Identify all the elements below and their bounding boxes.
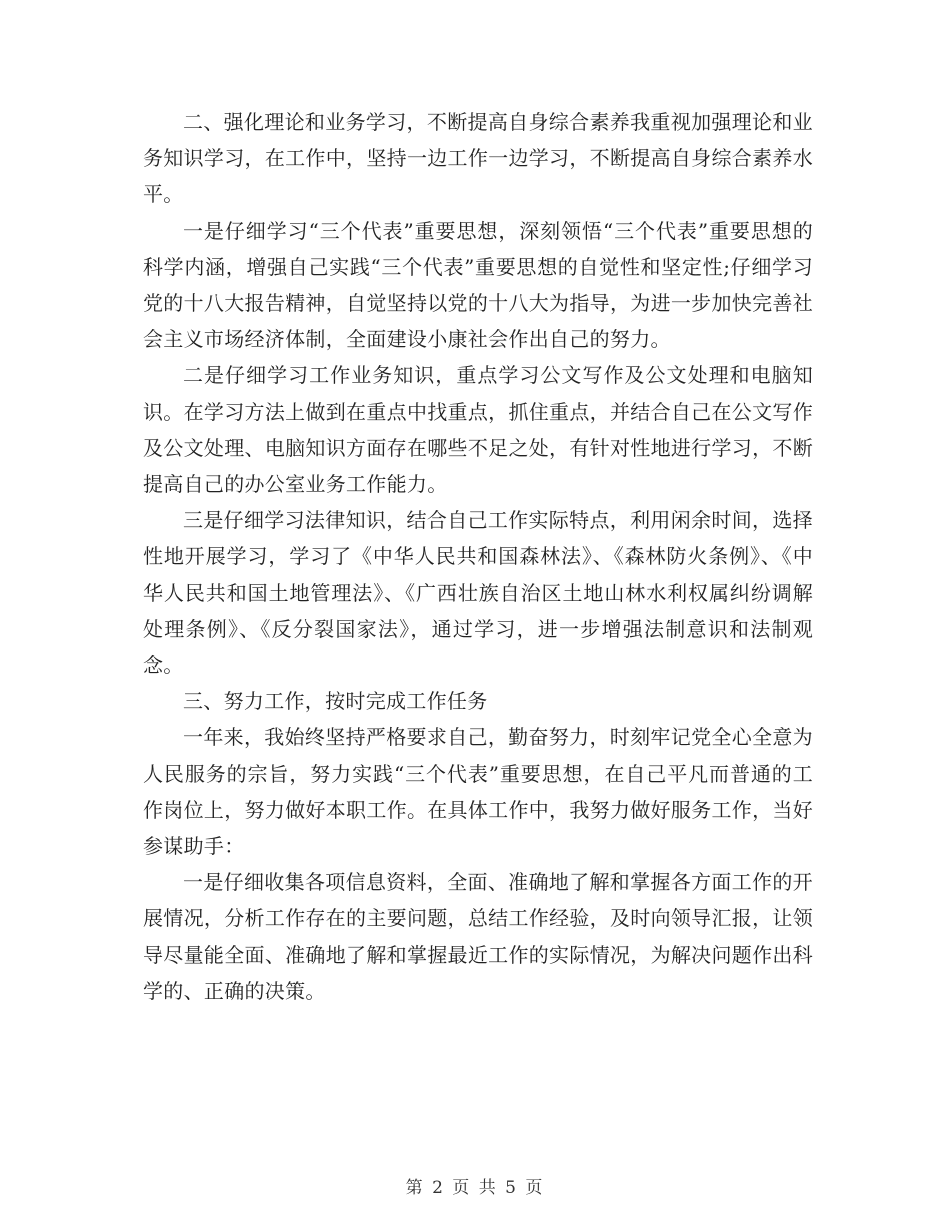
document-body bbox=[143, 104, 813, 1009]
paragraph-information-collection: 一是仔细收集各项信息资料，全面、准确地了解和掌握各方面工作的开展情况，分析工作存在的主要问题，总结工作经验，及时向领导汇报，让领导尽量能全面、准确地了解和掌握最近工作的实际情况，为解决问题作出科学的、正确的决策。 bbox=[143, 870, 813, 1003]
paragraph-theory-study: 一是仔细学习“三个代表”重要思想，深刻领悟“三个代表”重要思想的科学内涵，增强自己实践“三个代表”重要思想的自觉性和坚定性;仔细学习党的十八大报告精神，自觉坚持以党的十八大为指导，为进一步加快完善社会主义市场经济体制，全面建设小康社会作出自己的努力。 bbox=[143, 218, 813, 352]
paragraph-law-study: 三是仔细学习法律知识，结合自己工作实际特点，利用闲余时间，选择性地开展学习，学习了《中华人民共和国森林法》、《森林防火条例》、《中华人民共和国土地管理法》、《广西壮族自治区土地山林水利权属纠纷调解处理条例》、《反分裂国家法》，通过学习，进一步增强法制意识和法制观念。 bbox=[143, 508, 813, 678]
paragraph-year-summary: 一年来，我始终坚持严格要求自己，勤奋努力，时刻牢记党全心全意为人民服务的宗旨，努力实践“三个代表”重要思想，在自己平凡而普通的工作岗位上，努力做好本职工作。在具体工作中，我努力做好服务工作，当好参谋助手： bbox=[143, 725, 813, 859]
paragraph-business-study: 二是仔细学习工作业务知识，重点学习公文写作及公文处理和电脑知识。在学习方法上做到在重点中找重点，抓住重点，并结合自己在公文写作及公文处理、电脑知识方面存在哪些不足之处，有针对性地进行学习，不断提高自己的办公室业务工作能力。 bbox=[143, 363, 813, 497]
paragraph-section-three-heading: 三、努力工作，按时完成工作任务 bbox=[183, 689, 488, 714]
page-number-footer: 第 2 页 共 5 页 bbox=[405, 1178, 545, 1198]
paragraph-section-two-heading: 二、强化理论和业务学习，不断提高自身综合素养我重视加强理论和业务知识学习，在工作中，坚持一边工作一边学习，不断提高自身综合素养水平。 bbox=[143, 110, 813, 207]
